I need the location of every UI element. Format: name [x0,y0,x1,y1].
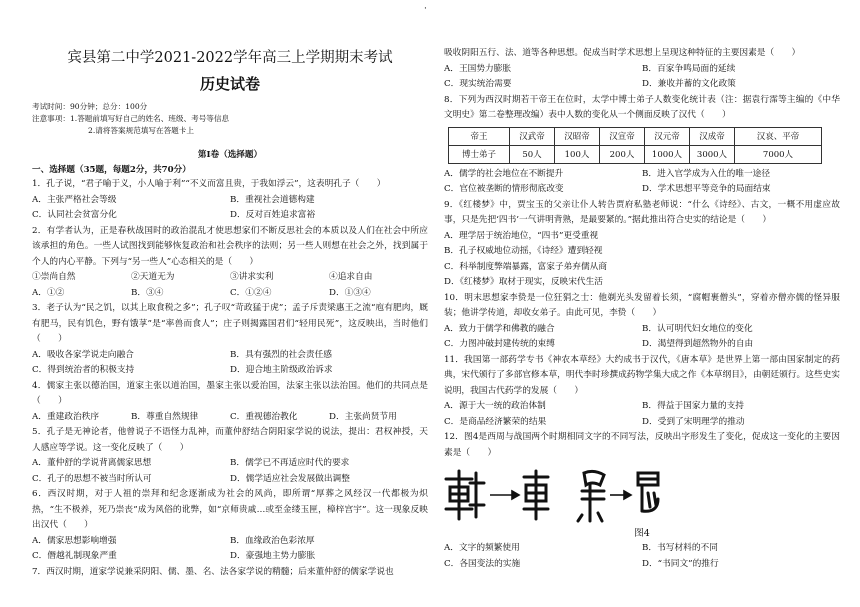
question-3-options [32,348,428,379]
table-row [449,145,822,163]
option: C．孔子的思想不被当时所认可 [32,473,152,484]
exam-meta [32,101,428,137]
table-cell: 7000人 [735,145,822,163]
table-cell: 3000人 [690,145,735,163]
right-column [444,46,840,572]
arrow-icon [610,491,631,499]
table-cell: 帝王 [449,127,510,145]
option: A．文字的频繁使用 [444,543,520,553]
zhou-horse-glyph [578,471,604,521]
table-cell: 1000人 [645,145,690,163]
question-9-options [444,229,840,291]
table-cell: 100人 [555,145,600,163]
option: A．理学居于统治地位，“四书”更受重视 [444,230,599,241]
item: ④追求自由 [329,272,373,282]
question-12-options [444,541,840,572]
option: C．①②④ [230,287,272,298]
option: B．具有强烈的社会责任感 [230,349,332,360]
option: C．重视德治教化 [230,411,298,422]
arrow-icon [490,491,519,499]
option: A．儒学的社会地位在不断提升 [444,168,564,179]
warring-cart-glyph [524,471,548,519]
option: C．官位被垄断的情形彻底改变 [444,184,564,194]
table-header-row [449,127,822,145]
table-cell: 汉成帝 [690,127,735,145]
option: B．得益于国家力量的支持 [642,401,744,411]
question-8-options [444,167,840,198]
option: D．兼收并蓄的文化政策 [642,79,736,89]
option: A．源于大一统的政治体制 [444,401,546,411]
option: B．孔子权威地位动摇，《诗经》遭到轻视 [444,246,603,256]
option: D．渴望得到超然物外的自由 [642,339,754,349]
option: B．百家争鸣局面的延续 [642,63,736,74]
option: B．血缘政治色彩浓厚 [230,535,315,546]
option: D．①③④ [329,287,371,298]
option: C．科举制度弊端暴露，富家子弟弃儒从商 [444,261,608,272]
table-cell: 50人 [510,145,555,163]
meta-notice: 注意事项：1.答题前填写好自己的姓名、班级、考号等信息 [32,114,230,123]
table-cell: 博士弟子 [449,145,510,163]
section-subtitle: 一、选择题（35题，每题2分，共70分） [32,165,191,175]
question-2-items [32,270,428,286]
question-11-options [444,399,840,430]
table-cell: 汉哀、平帝 [735,127,822,145]
option: D．反对百姓追求富裕 [230,210,316,220]
exam-title: 宾县第二中学2021-2022学年高三上学期期末考试 [67,50,393,66]
option: B．③④ [131,287,164,298]
item: ③讲求实利 [230,272,274,282]
option: A．儒家思想影响增强 [32,535,117,546]
question-7-options [444,62,840,93]
option: B．书写材料的不同 [642,543,718,553]
option: D．迎合地主阶级政治诉求 [230,365,333,375]
option: D．学术思想平等竞争的局面结束 [642,184,771,194]
option: C．认同社会贫富分化 [32,210,117,220]
option: D．豪强地主势力膨胀 [230,551,316,561]
question-4: 4．儒家主张以德治国，道家主张以道治国，墨家主张以爱治国，法家主张以法治国。他们的共同点是（ ） [32,380,428,406]
option: A．①② [32,287,65,298]
option: A．董仲舒的学说背离儒家思想 [32,458,152,468]
option: B．认可明代妇女地位的变化 [642,323,753,334]
header-mark: · [424,4,427,14]
meta-notice-2: 2.请将答案规范填写在答题卡上 [88,126,194,135]
question-2: 2．有学者认为，正是春秋战国时的政治混乱才使思想家们不断反思社会的本质以及人们在社会中所应该承担的角色。一些人试图找到能够恢复政治和社会秩序的法则；另一些人则想在社会之外，找到属于个人的内心平静。下列与“另一些人”心态相关的是（ ） [32,225,428,267]
option: A．致力于儒学和佛教的融合 [444,323,555,334]
question-1: 1．孔子说，“君子喻于义，小人喻于利”“不义而富且贵，于我如浮云”，这表明孔子（ ） [32,179,386,189]
figure-4 [444,463,840,527]
question-7: 7．西汉时期，道家学说兼采阴阳、儒、墨、名、法各家学说的精髓；后来董仲舒的儒家学说也 [32,566,394,577]
zhou-cart-glyph [446,471,484,519]
question-10-options [444,322,840,353]
option: C．各国变法的实施 [444,558,521,569]
warring-horse-glyph [638,473,658,511]
table-cell: 汉元帝 [645,127,690,145]
question-2-options [32,286,428,302]
question-12: 12．图4是西周与战国两个时期相同文字的不同写法，反映出字形发生了变化，促成这一变化的主要因素是（ ） [444,432,840,458]
option: C．僭越礼制现象严重 [32,551,117,561]
option: D．主张尚贤节用 [329,411,397,422]
left-column [32,0,428,580]
meta-time: 考试时间：90分钟；总分：100分 [32,102,148,111]
question-6: 6．西汉时期，对于人祖的崇拜和纪念逐渐成为社会的风尚，即所谓“厚葬之风经汉一代都极为炽热，“生不极养，死乃崇丧”成为风俗的讹弊，如“京师贵戚…或至金缕玉匣，樟梓宫宇”。这一现象反映出汉代（ ） [32,489,428,530]
option: A．王国势力膨胀 [444,63,512,74]
item: ②天道无为 [131,272,175,282]
option: C．现实统治需要 [444,79,512,89]
option: C．得到统治者的积极支持 [32,365,135,375]
table-cell: 汉昭帝 [555,127,600,145]
option: B．儒学已不再适应时代的要求 [230,458,350,468]
exam-subtitle: 历史试卷 [199,75,260,93]
question-8: 8．下列为西汉时期若干帝王在位时，太学中博士弟子人数变化统计表（注：据袁行霈等主编的《中华文明史》第二卷整理改编）表中人数的变化从一个侧面反映了汉代（ ） [444,94,840,120]
ancient-characters-illustration [444,463,840,527]
option: D．儒学适应社会发展做出调整 [230,473,350,484]
stats-table [448,127,822,164]
option: A．重建政治秩序 [32,411,100,422]
option: B．进入官学成为入仕的唯一途径 [642,168,771,179]
table-cell: 200人 [600,145,645,163]
question-4-options [32,410,428,426]
option: D．“书同文”的推行 [642,558,719,569]
question-5: 5．孔子是无神论者，他曾说子不语怪力乱神，而董仲舒结合阴阳家学说的说法，提出：君权神授，天人感应等学说。这一变化反映了（ ） [32,427,428,453]
item: ①崇尚自然 [32,272,76,282]
question-7-continued: 吸收阴阳五行、法、道等各种思想。促成当时学术思想上呈现这种特征的主要因素是（ ） [444,48,801,58]
question-11: 11．我国第一部药学专书《神农本草经》大约成书于汉代，《唐本草》是世界上第一部由国家制定的药典，宋代颁行了多部官修本草，明代李时珍撰成药物学集大成之作《本草纲目》，由朝廷颁行。这些史实说明，我国古代药学的发展（ ） [444,354,840,396]
question-6-options [32,534,428,565]
option: C．力图冲破封建传统的束缚 [444,339,555,349]
question-1-options [32,193,428,224]
option: D．受到了宋明理学的推动 [642,416,745,427]
question-9: 9．《红楼梦》中，贾宝玉的父亲让仆人转告贾府私塾老师说：“什么《诗经》、古文，一概不用虚应故事，只是先把‘四书’一气讲明背熟，是最要紧的。”据此推出符合史实的结论是（ ） [444,199,840,225]
option: D．《红楼梦》取材于现实，反映宋代生活 [444,277,603,287]
question-10: 10．明末思想家李贽是一位狂狷之士：他剃光头发留着长须，“腐帽裹僧头”，穿着亦僧亦儒的怪异服装；他讲学传道，却收女弟子。由此可见，李贽（ ） [444,292,840,318]
option: A．吸收各家学说走向融合 [32,349,134,360]
option: C．是商品经济繁荣的结果 [444,416,547,427]
option: B．重视社会道德构建 [230,194,315,205]
option: B．尊重自然规律 [131,411,199,422]
question-5-options [32,456,428,487]
question-3: 3．老子认为“民之饥，以其上取食税之多”；孔子叹“苛政猛于虎”；孟子斥责梁惠王之流“庖有肥肉，厩有肥马，民有饥色，野有饿莩”是“率兽而食人”；庄子则揭露国君们“轻用民死”，这反映出，当时他们（ ） [32,303,428,344]
figure-caption: 图4 [634,528,650,539]
table-cell: 汉宣帝 [600,127,645,145]
option: A．主张严格社会等级 [32,194,117,205]
section-title: 第Ⅰ卷（选择题） [197,150,263,160]
table-cell: 汉武帝 [510,127,555,145]
